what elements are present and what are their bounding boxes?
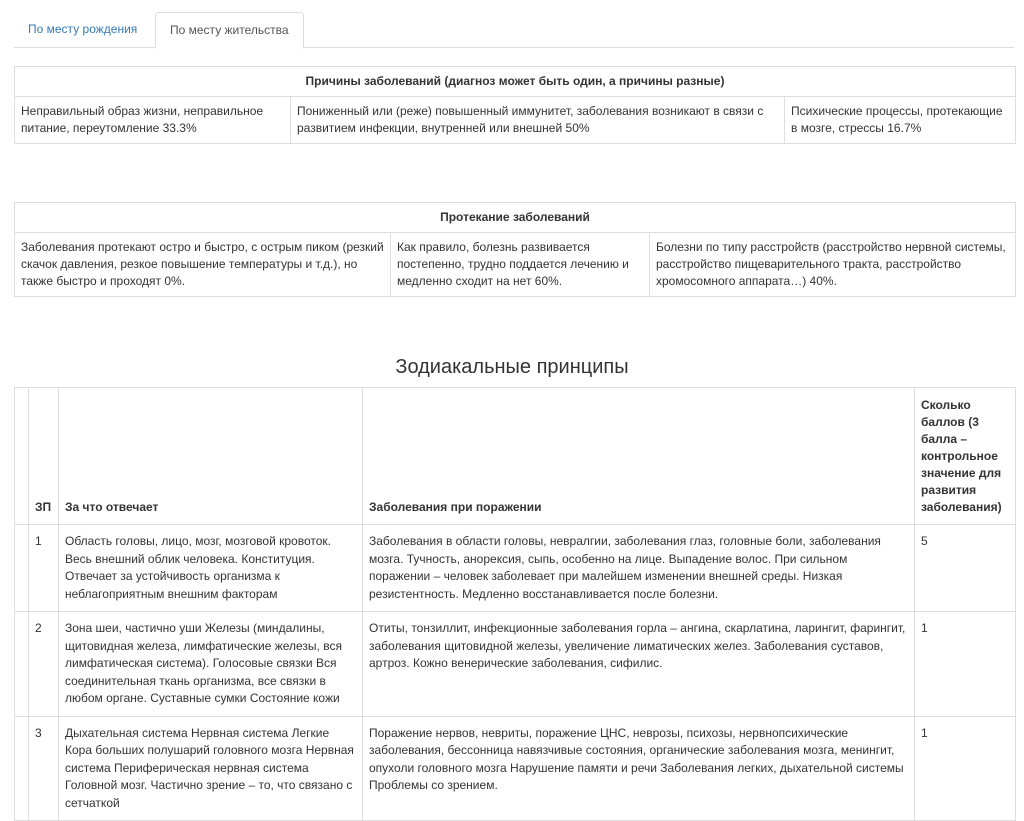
causes-cell: Психические процессы, протекающие в мозге, стрессы 16.7%	[785, 97, 1016, 144]
course-cell: Как правило, болезнь развивается постепенно, трудно поддается лечению и медленно сходит на нет 60%.	[391, 233, 650, 297]
responsible-cell: Зона шеи, частично уши Железы (миндалины, щитовидная железа, лимфатические железы, вся лимфатическая система). Голосовые связки Вся соединительная ткань организма, все связки в любом органе. Суставные сумки Состояние кожи	[59, 612, 363, 717]
column-header-points: Сколько баллов (3 балла – контрольное значение для развития заболевания)	[915, 388, 1016, 525]
zodiac-table	[14, 387, 1016, 821]
diseases-cell: Отиты, тонзиллит, инфекционные заболевания горла – ангина, скарлатина, ларингит, фарингит, заболевания щитовидной железы, увеличение лиматических желез. Заболевания суставов, артроз. Кожно венерические заболевания, сифилис.	[363, 612, 915, 717]
points-cell: 1	[915, 716, 1016, 821]
table-row	[15, 612, 1016, 717]
diseases-cell: Заболевания в области головы, невралгии, заболевания глаз, головные боли, заболевания мозга. Тучность, анорексия, сыпь, особенно на лице. Выпадение волос. При сильном поражении – человек заболевает при малейшем изменении внешней среды. Низкая резистентность. Медленно восстанавливается после болезни.	[363, 525, 915, 612]
tab-bar	[14, 12, 1014, 48]
spacer-cell	[15, 388, 29, 525]
course-cell: Заболевания протекают остро и быстро, с острым пиком (резкий скачок давления, резкое повышение температуры и т.д.), но также быстро и проходят 0%.	[15, 233, 391, 297]
course-cell: Болезни по типу расстройств (расстройство нервной системы, расстройство пищеварительного тракта, расстройство хромосомного аппарата…) 40%.	[650, 233, 1016, 297]
column-header-diseases: Заболевания при поражении	[363, 388, 915, 525]
course-table	[14, 202, 1016, 297]
table-row	[15, 716, 1016, 821]
points-cell: 5	[915, 525, 1016, 612]
tab-residence[interactable]: По месту жительства	[155, 12, 304, 49]
zp-number: 1	[29, 525, 59, 612]
zp-number: 3	[29, 716, 59, 821]
responsible-cell: Область головы, лицо, мозг, мозговой кровоток. Весь внешний облик человека. Конституция. Отвечает за устойчивость организма к неблагоприятным внешним факторам	[59, 525, 363, 612]
causes-header: Причины заболеваний (диагноз может быть один, а причины разные)	[15, 67, 1016, 97]
causes-cell: Пониженный или (реже) повышенный иммунитет, заболевания возникают в связи с развитием инфекции, внутренней или внешней 50%	[291, 97, 785, 144]
responsible-cell: Дыхательная система Нервная система Легкие Кора больших полушарий головного мозга Нервная система Периферическая нервная система Головной мозг. Частично зрение – то, что связано с сетчаткой	[59, 716, 363, 821]
spacer-cell	[15, 525, 29, 612]
table-row	[15, 525, 1016, 612]
spacer-cell	[15, 716, 29, 821]
causes-table	[14, 66, 1016, 144]
zp-number: 2	[29, 612, 59, 717]
section-title: Зодиакальные принципы	[395, 356, 629, 378]
causes-cell: Неправильный образ жизни, неправильное питание, переутомление 33.3%	[15, 97, 291, 144]
diseases-cell: Поражение нервов, невриты, поражение ЦНС, неврозы, психозы, нервнопсихические заболевания, бессонница навязчивые состояния, органические заболевания мозга, менингит, опухоли головного мозга Нарушение памяти и речи Заболевания легких, дыхательной системы Проблемы со зрением.	[363, 716, 915, 821]
column-header-zp: ЗП	[29, 388, 59, 525]
spacer-cell	[15, 612, 29, 717]
course-header: Протекание заболеваний	[15, 203, 1016, 233]
tab-birthplace[interactable]: По месту рождения	[28, 22, 138, 36]
points-cell: 1	[915, 612, 1016, 717]
column-header-responsible: За что отвечает	[59, 388, 363, 525]
